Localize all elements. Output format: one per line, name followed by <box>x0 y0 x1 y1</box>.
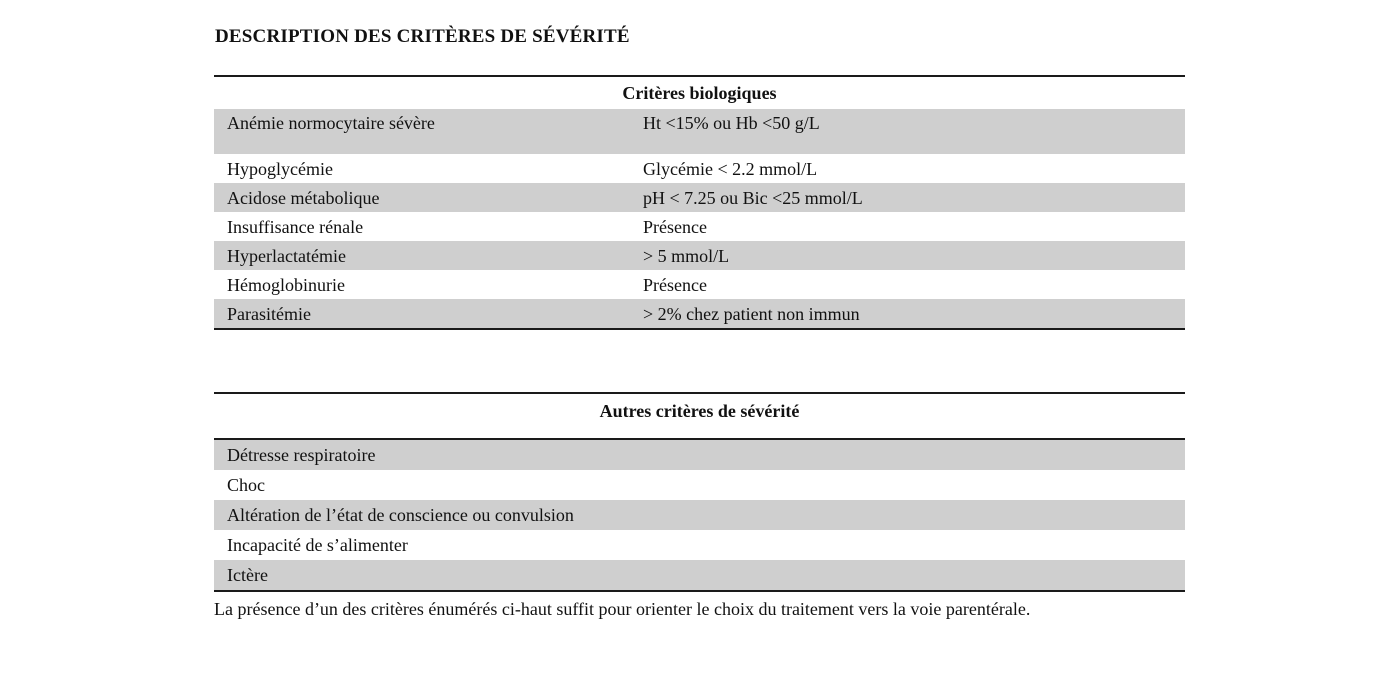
value-cell: pH < 7.25 ou Bic <25 mmol/L <box>643 188 863 208</box>
criterion-cell: Choc <box>227 475 265 495</box>
value-cell: > 2% chez patient non immun <box>643 304 860 324</box>
table-row <box>214 299 1185 328</box>
table-row <box>214 270 1185 299</box>
value-cell: > 5 mmol/L <box>643 246 730 266</box>
table-row <box>214 560 1185 590</box>
table-row <box>214 212 1185 241</box>
value-cell: Glycémie < 2.2 mmol/L <box>643 159 818 179</box>
biological-criteria-heading: Critères biologiques <box>622 83 777 103</box>
criterion-cell: Ictère <box>227 565 268 585</box>
table-row <box>214 154 1185 183</box>
table-row <box>214 109 1185 154</box>
page-title: DESCRIPTION DES CRITÈRES DE SÉVÉRITÉ <box>215 26 630 47</box>
criterion-cell: Anémie normocytaire sévère <box>227 113 435 133</box>
criterion-cell: Détresse respiratoire <box>227 445 376 465</box>
table-row <box>214 440 1185 470</box>
other-criteria-heading: Autres critères de sévérité <box>214 394 1185 440</box>
table-row <box>214 183 1185 212</box>
table-row <box>214 500 1185 530</box>
table-bottom-rule <box>214 328 1185 330</box>
other-criteria-table <box>214 392 1185 592</box>
value-cell: Présence <box>643 275 707 295</box>
table-row <box>214 470 1185 500</box>
value-cell: Ht <15% ou Hb <50 g/L <box>643 113 820 133</box>
criterion-cell: Hypoglycémie <box>227 159 333 179</box>
criterion-cell: Parasitémie <box>227 304 311 324</box>
criterion-cell: Hyperlactatémie <box>227 246 346 266</box>
table-row <box>214 241 1185 270</box>
criterion-cell: Insuffisance rénale <box>227 217 364 237</box>
table-row <box>214 530 1185 560</box>
criterion-cell: Acidose métabolique <box>227 188 380 208</box>
footnote-paragraph: La présence d’un des critères énumérés ci-haut suffit pour orienter le choix du traitement vers la voie parentérale. <box>214 599 1031 619</box>
criterion-cell: Incapacité de s’alimenter <box>227 535 408 555</box>
table-bottom-rule <box>214 590 1185 592</box>
criterion-cell: Hémoglobinurie <box>227 275 345 295</box>
biological-criteria-table <box>214 75 1185 330</box>
criterion-cell: Altération de l’état de conscience ou convulsion <box>227 505 574 525</box>
value-cell: Présence <box>643 217 707 237</box>
